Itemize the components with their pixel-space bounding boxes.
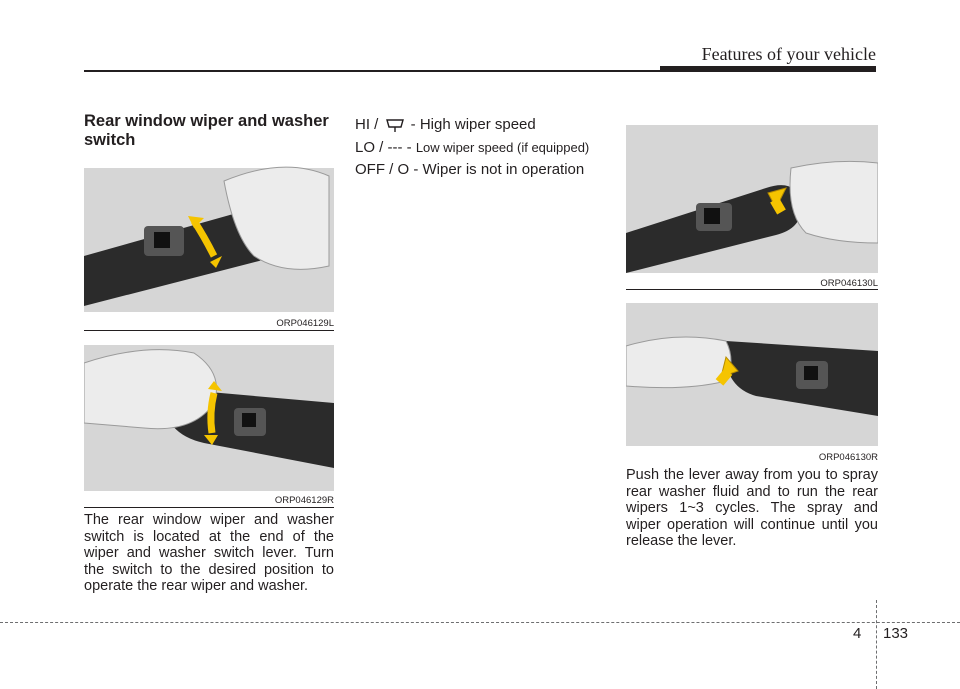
figure-4-code: ORP046130R: [818, 452, 878, 463]
figure-1-code: ORP046129L: [276, 318, 334, 329]
off-item: OFF / O - Wiper is not in operation: [355, 161, 585, 179]
intro-paragraph: The rear window wiper and washer switch is located at the end of the wiper and washer switch lever. Turn the switch to the desired position to operate the rear wiper and washer.: [84, 512, 334, 594]
hi-speed-desc: - High wiper speed: [406, 116, 536, 133]
figure-3-rear-washer-type-a: [626, 113, 878, 273]
figure-2-rule: [84, 507, 334, 508]
hi-speed-label: HI /: [355, 116, 379, 133]
figure-2-code: ORP046129R: [274, 495, 334, 506]
footer-dashed-line: [0, 622, 960, 623]
lo-speed-label: LO / --- -: [355, 139, 416, 157]
figure-2-rear-wiper-switch-type-b: [84, 333, 334, 491]
figure-4-rear-washer-type-b: [626, 291, 878, 446]
page-header-title: Features of your vehicle: [701, 44, 876, 64]
chapter-number: 4: [853, 625, 862, 642]
header-rule-bar: [660, 66, 876, 72]
lo-speed-item: [355, 139, 615, 156]
figure-1-rule: [84, 330, 334, 331]
washer-paragraph: Push the lever away from you to spray rear washer fluid and to run the rear wipers 1~3 cycles. The spray and wiper operation will continue until you release the lever.: [626, 467, 878, 549]
wiper-high-speed-icon: [384, 116, 406, 134]
page-number: 133: [883, 625, 909, 642]
section-title: Rear window wiper and washer switch: [84, 112, 329, 149]
wiper-speed-list: [355, 116, 615, 183]
figure-3-rule: [626, 289, 878, 290]
figure-1-rear-wiper-switch-type-a: [84, 156, 334, 312]
hi-speed-item: [355, 116, 615, 134]
lo-speed-desc: Low wiper speed (if equipped): [415, 140, 590, 156]
figure-3-code: ORP046130L: [820, 278, 878, 289]
footer-vertical-line: [876, 600, 877, 689]
